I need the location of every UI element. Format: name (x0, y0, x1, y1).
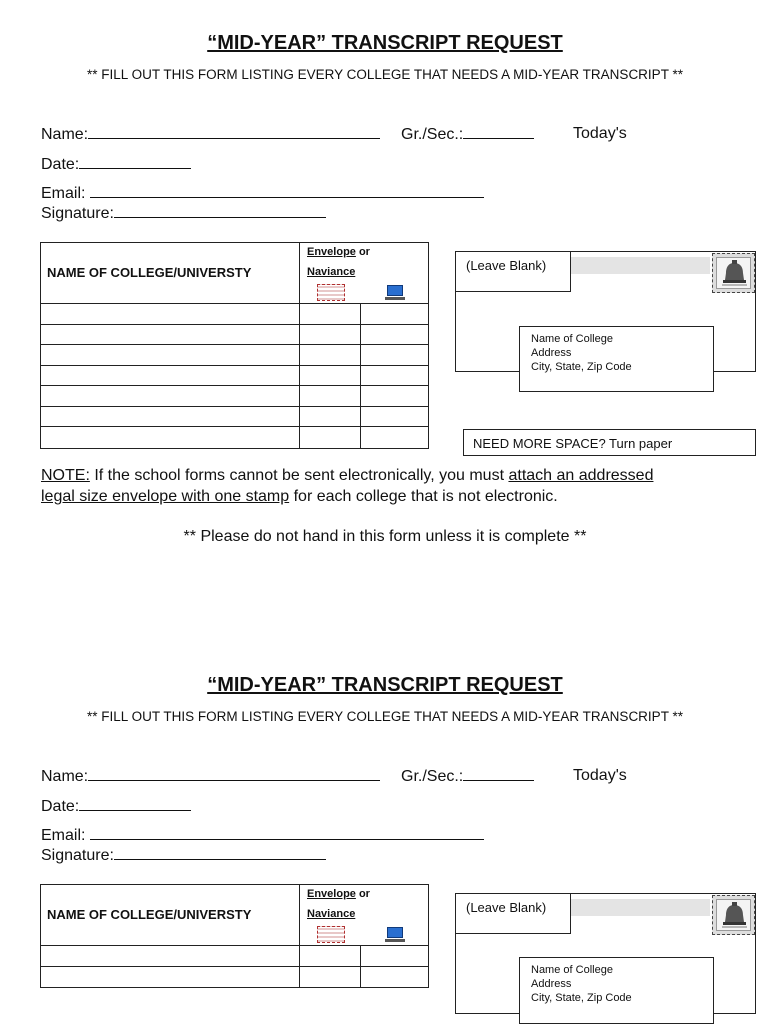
note-paragraph: NOTE: If the school forms cannot be sent electronically, you must attach an addressed legal size envelope with one stamp for each college that is not electronic. (41, 467, 654, 505)
computer-icon (385, 285, 405, 301)
name-input-line[interactable] (88, 125, 380, 139)
naviance-column-header: Naviance (307, 908, 356, 920)
date-input-line[interactable] (79, 155, 191, 169)
date-label: Date: (41, 156, 80, 173)
email-input-line[interactable] (90, 826, 484, 840)
grsec-input-line[interactable] (463, 767, 534, 781)
email-field[interactable] (41, 184, 484, 203)
signature-input-line[interactable] (114, 204, 326, 218)
college-table (40, 242, 429, 449)
name-field[interactable] (41, 125, 380, 144)
naviance-column-header: Naviance (307, 266, 356, 278)
date-field[interactable] (41, 155, 191, 174)
form-instructions: ** FILL OUT THIS FORM LISTING EVERY COLLEGE THAT NEEDS A MID-YEAR TRANSCRIPT ** (87, 67, 683, 82)
signature-field[interactable] (41, 846, 326, 865)
table-row[interactable] (41, 946, 428, 967)
grsec-field[interactable] (401, 767, 534, 786)
envelope-column-header: Envelope or (307, 246, 370, 258)
table-row[interactable] (41, 325, 428, 346)
envelope-icon (317, 284, 345, 301)
table-header (41, 885, 428, 946)
date-label: Date: (41, 798, 80, 815)
form-title: “MID-YEAR” TRANSCRIPT REQUEST (207, 32, 563, 54)
leave-blank-box: (Leave Blank) (455, 252, 571, 292)
note-emphasis-1: attach an addressed (508, 467, 654, 484)
date-input-line[interactable] (79, 797, 191, 811)
table-row[interactable] (41, 967, 428, 988)
stamp-icon (712, 895, 755, 935)
name-field[interactable] (41, 767, 380, 786)
email-label: Email: (41, 185, 86, 202)
transcript-request-form-2 (0, 642, 770, 1024)
todays-label: Today's (573, 767, 627, 784)
table-row[interactable] (41, 304, 428, 325)
signature-label: Signature: (41, 847, 114, 864)
email-label: Email: (41, 827, 86, 844)
email-field[interactable] (41, 826, 484, 845)
grsec-input-line[interactable] (463, 125, 534, 139)
signature-input-line[interactable] (114, 846, 326, 860)
college-column-header: NAME OF COLLEGE/UNIVERSTY (47, 265, 252, 280)
table-row[interactable] (41, 407, 428, 428)
name-label: Name: (41, 768, 89, 785)
email-input-line[interactable] (90, 184, 484, 198)
college-address-box: Name of College Address City, State, Zip Code (519, 957, 714, 1024)
date-field[interactable] (41, 797, 191, 816)
return-address-bar (571, 899, 710, 916)
college-column-header: NAME OF COLLEGE/UNIVERSTY (47, 907, 252, 922)
note-label: NOTE: (41, 467, 90, 484)
signature-field[interactable] (41, 204, 326, 223)
todays-label: Today's (573, 125, 627, 142)
name-input-line[interactable] (88, 767, 380, 781)
more-space-notice: NEED MORE SPACE? Turn paper (463, 429, 756, 456)
note-emphasis-2: legal size envelope with one stamp (41, 487, 290, 505)
completion-warning: ** Please do not hand in this form unless it is complete ** (183, 528, 587, 545)
table-header (41, 243, 428, 304)
table-row[interactable] (41, 386, 428, 407)
grsec-label: Gr./Sec.: (401, 768, 464, 785)
signature-label: Signature: (41, 205, 114, 222)
return-address-bar (571, 257, 710, 274)
envelope-column-header: Envelope or (307, 888, 370, 900)
envelope-icon (317, 926, 345, 943)
leave-blank-box: (Leave Blank) (455, 894, 571, 934)
table-row[interactable] (41, 427, 428, 448)
table-row[interactable] (41, 345, 428, 366)
name-label: Name: (41, 126, 89, 143)
table-row[interactable] (41, 366, 428, 387)
computer-icon (385, 927, 405, 943)
form-title: “MID-YEAR” TRANSCRIPT REQUEST (207, 674, 563, 696)
grsec-field[interactable] (401, 125, 534, 144)
grsec-label: Gr./Sec.: (401, 126, 464, 143)
stamp-icon (712, 253, 755, 293)
college-table (40, 884, 429, 988)
form-instructions: ** FILL OUT THIS FORM LISTING EVERY COLLEGE THAT NEEDS A MID-YEAR TRANSCRIPT ** (87, 709, 683, 724)
college-address-box: Name of College Address City, State, Zip Code (519, 326, 714, 392)
